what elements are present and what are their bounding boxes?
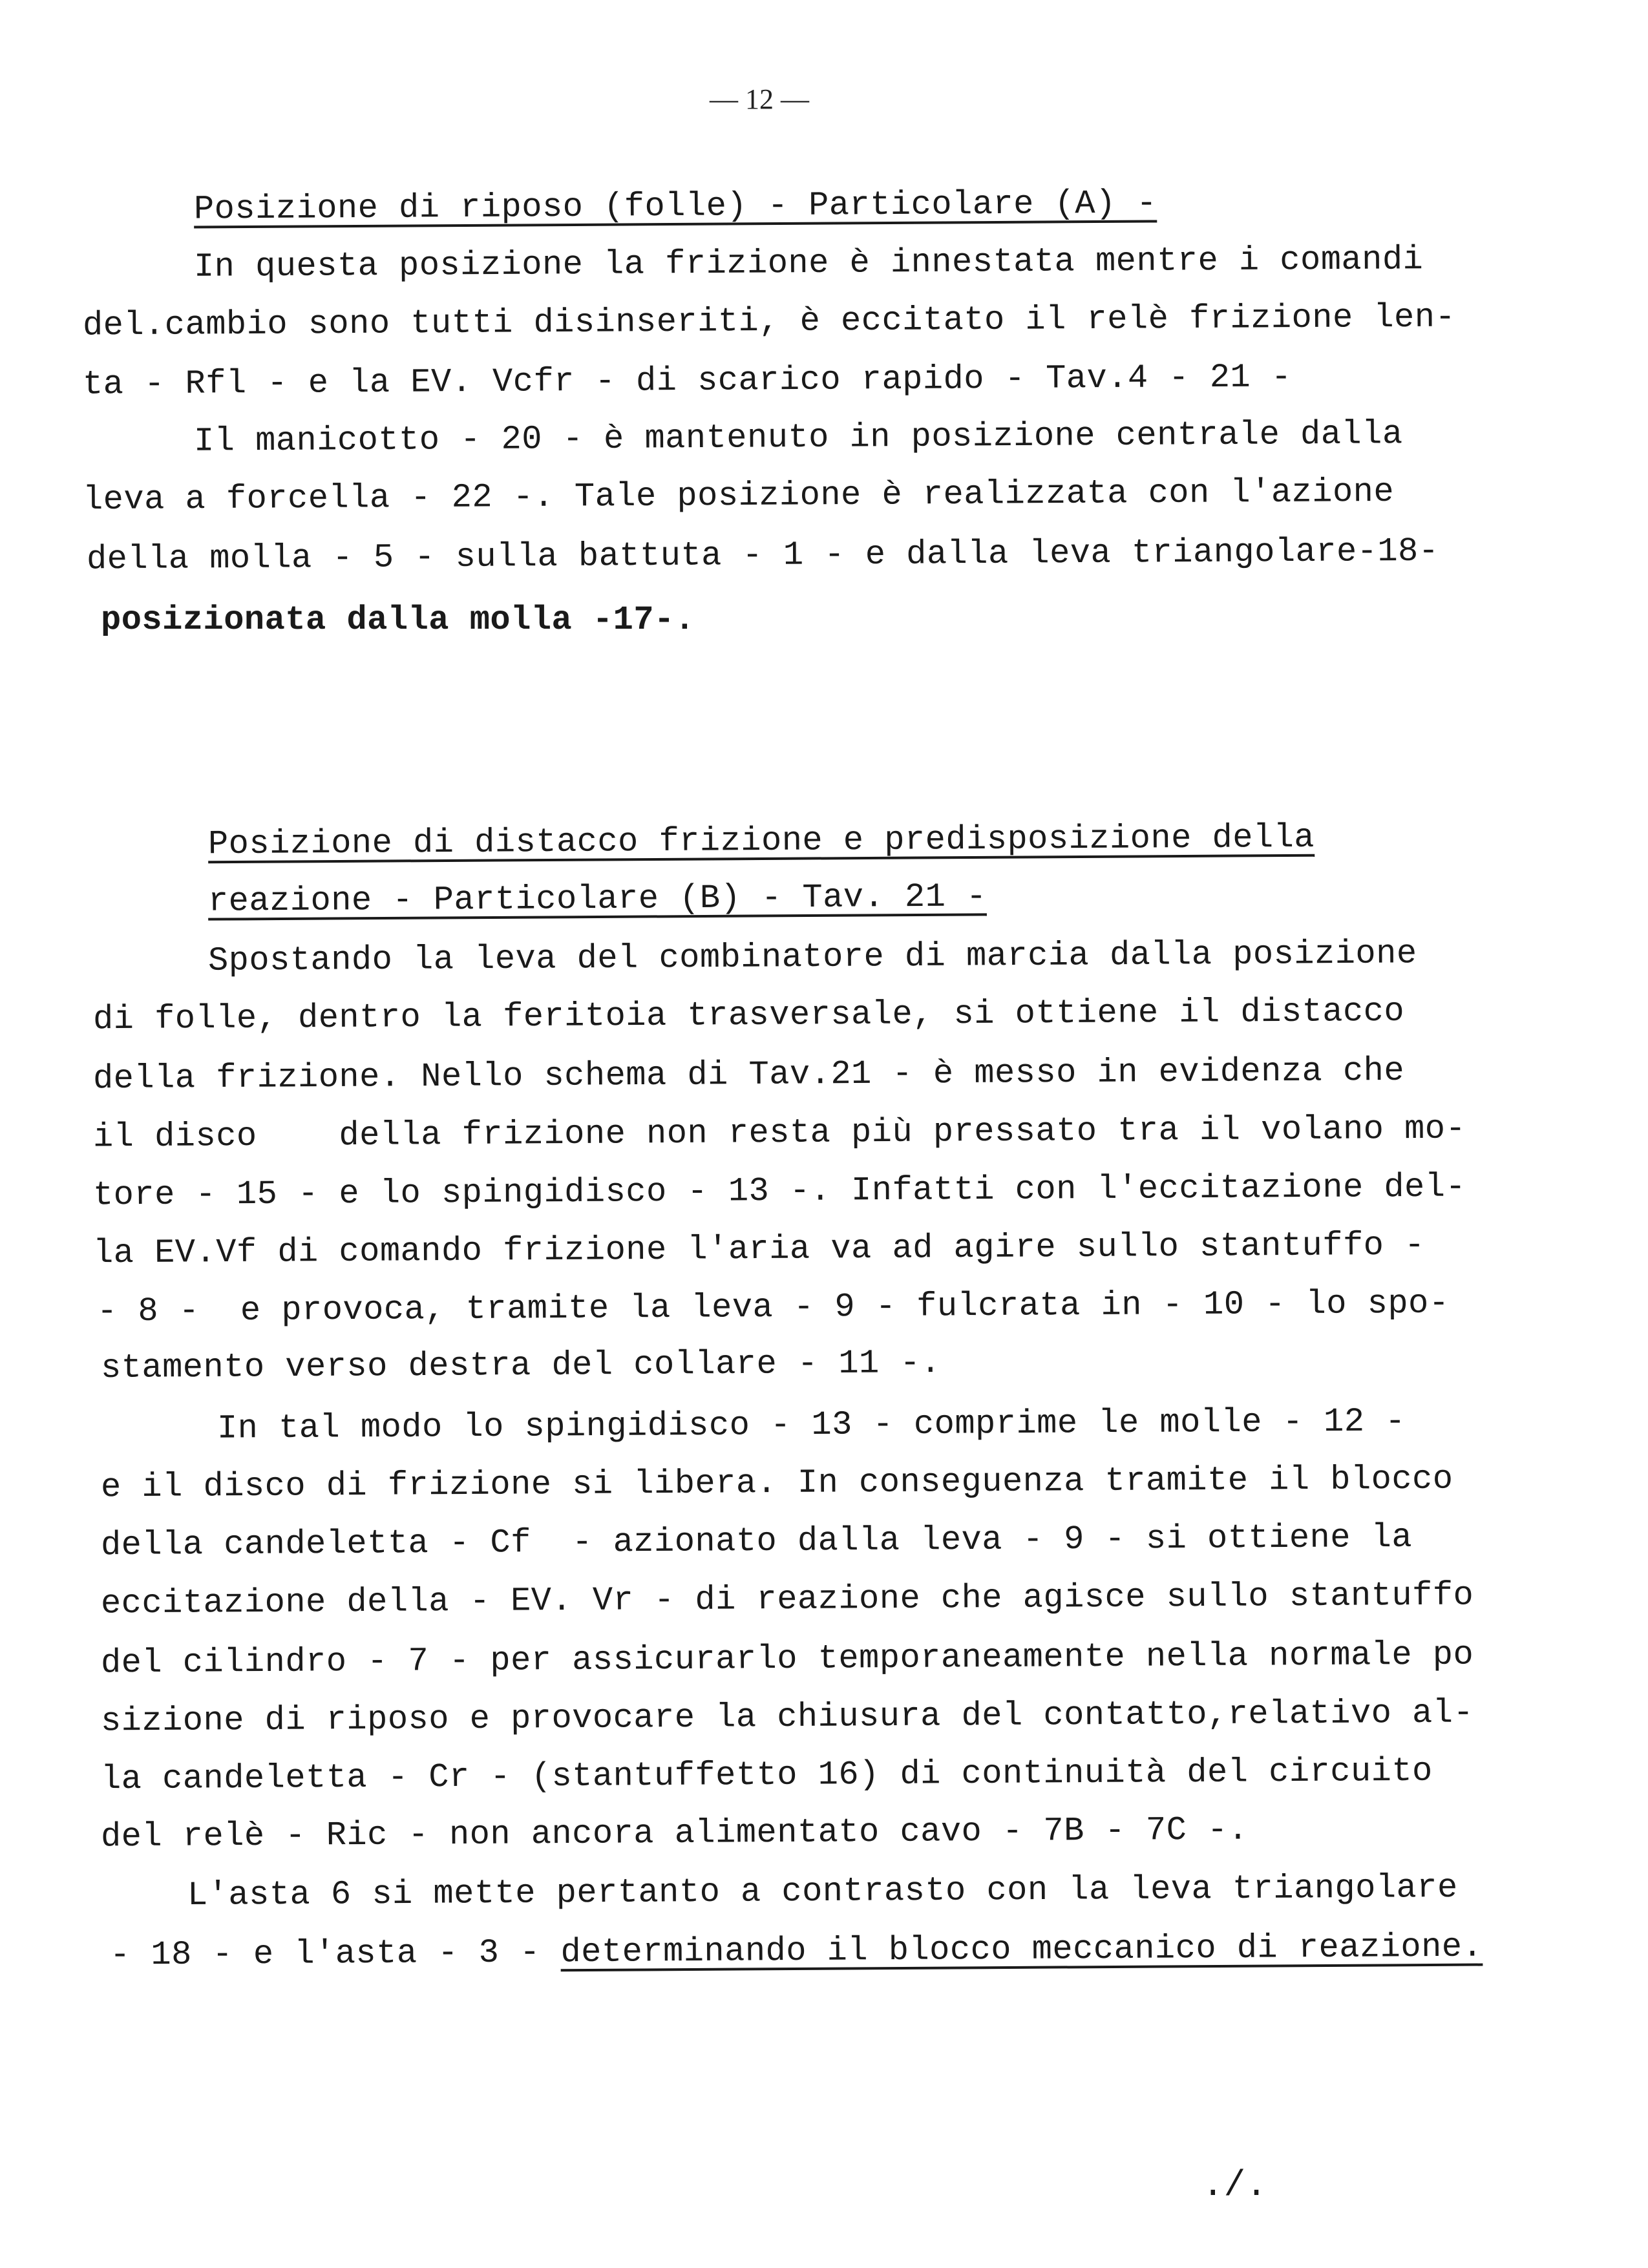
section-b-line: stamento verso destra del collare - 11 -. xyxy=(100,1344,942,1387)
section-b-line: la candeletta - Cr - (stantuffetto 16) di continuità del circuito xyxy=(100,1752,1433,1799)
section-a-line: In questa posizione la frizione è innestata mentre i comandi xyxy=(193,240,1424,286)
section-a-line: Il manicotto - 20 - è mantenuto in posizione centrale dalla xyxy=(193,415,1403,461)
section-b-line: tore - 15 - e lo spingidisco - 13 -. Infatti con l'eccitazione del- xyxy=(92,1168,1466,1215)
section-a-line: del.cambio sono tutti disinseriti, è eccitato il relè frizione len- xyxy=(82,298,1456,345)
section-b-line: della candeletta - Cf - azionato dalla leva - 9 - si ottiene la xyxy=(100,1518,1413,1565)
section-b-line: della frizione. Nello schema di Tav.21 - è messo in evidenza che xyxy=(92,1051,1405,1098)
section-b-line: e il disco di frizione si libera. In conseguenza tramite il blocco xyxy=(100,1460,1453,1507)
section-a-line: leva a forcella - 22 -. Tale posizione è realizzata con l'azione xyxy=(82,472,1395,520)
section-a-line: della molla - 5 - sulla battuta - 1 - e dalla leva triangolare-18- xyxy=(86,532,1439,579)
section-b-heading: reazione - Particolare (B) - Tav. 21 - xyxy=(207,877,987,921)
section-b-line: In tal modo lo spingidisco - 13 - comprime le molle - 12 - xyxy=(217,1402,1406,1448)
section-b-line: eccitazione della - EV. Vr - di reazione che agisce sullo stantuffo xyxy=(100,1576,1474,1623)
section-b-last-line xyxy=(110,1928,1483,1975)
section-b-line: la EV.Vf di comando frizione l'aria va ad agire sullo stantuffo - xyxy=(92,1226,1426,1273)
section-b-line: il disco della frizione non resta più pressato tra il volano mo- xyxy=(92,1109,1466,1157)
section-b-line: - 8 - e provoca, tramite la leva - 9 - fulcrata in - 10 - lo spo- xyxy=(96,1284,1450,1331)
section-b-line: del cilindro - 7 - per assicurarlo temporaneamente nella normale po xyxy=(100,1635,1474,1683)
section-b-heading: Posizione di distacco frizione e predisposizione della xyxy=(207,818,1315,864)
section-a-line: ta - Rfl - e la EV. Vcfr - di scarico rapido - Tav.4 - 21 - xyxy=(82,358,1292,404)
section-b-line: L'asta 6 si mette pertanto a contrasto con la leva triangolare xyxy=(187,1868,1458,1915)
section-a-line: posizionata dalla molla -17-. xyxy=(101,601,695,639)
section-b-line: Spostando la leva del combinatore di marcia dalla posizione xyxy=(207,934,1417,980)
section-b-last-line-text: - 18 - e l'asta - 3 - xyxy=(109,1933,561,1975)
section-b-line: sizione di riposo e provocare la chiusura del contatto,relativo al- xyxy=(100,1694,1474,1741)
continuation-mark: ./. xyxy=(1202,2165,1267,2206)
section-b-line: di folle, dentro la feritoia trasversale, si ottiene il distacco xyxy=(92,992,1405,1039)
section-b-line: del relè - Ric - non ancora alimentato cavo - 7B - 7C -. xyxy=(100,1811,1249,1856)
page-number: — 12 — xyxy=(710,83,809,115)
section-b-underlined-phrase: determinando il blocco meccanico di reazione. xyxy=(560,1927,1483,1972)
section-a-heading: Posizione di riposo (folle) - Particolare (A) - xyxy=(193,184,1157,229)
